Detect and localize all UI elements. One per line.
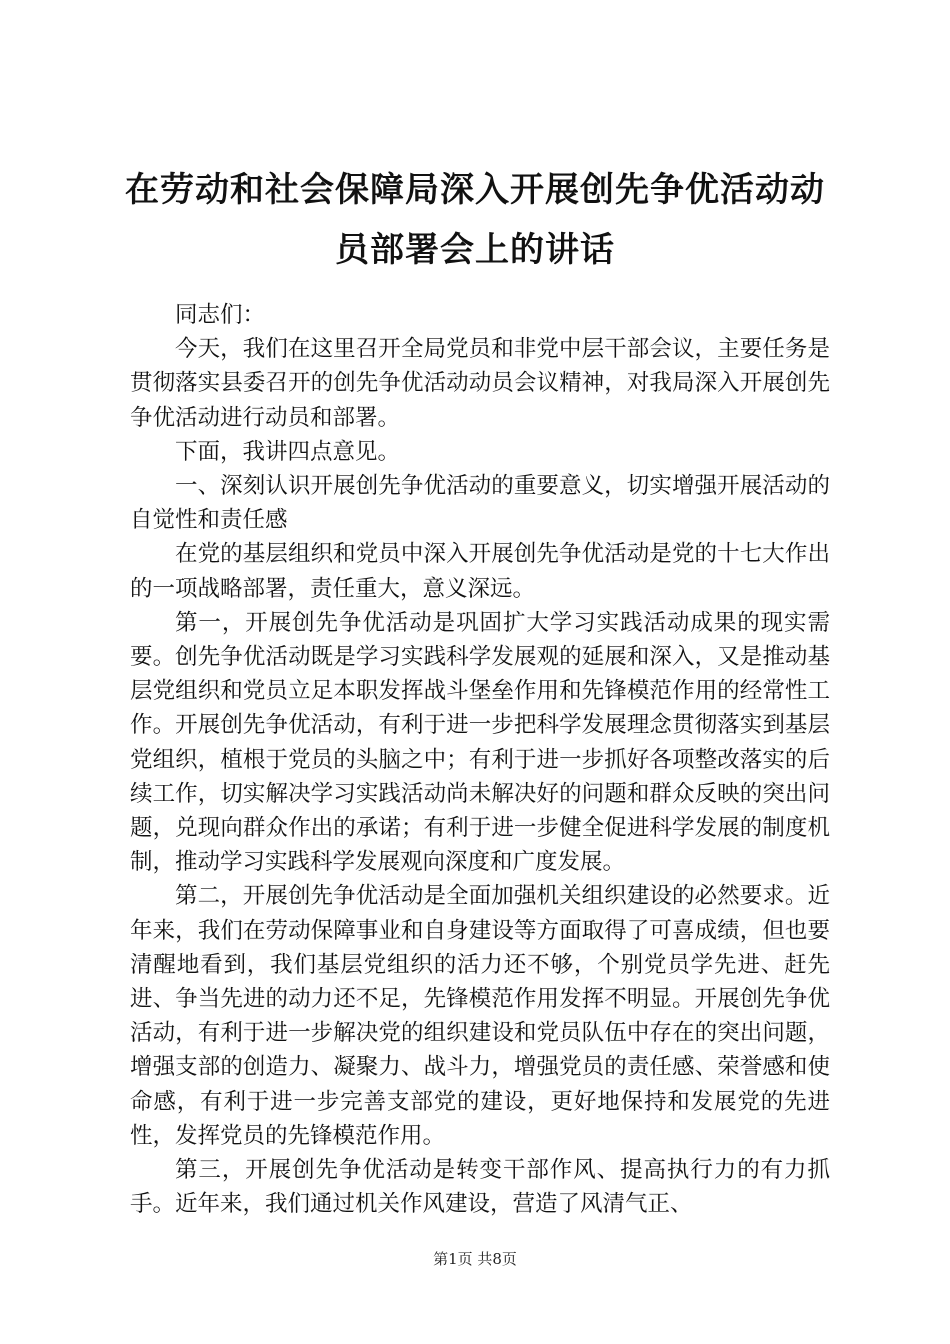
point-three-paragraph: 第三，开展创先争优活动是转变干部作风、提高执行力的有力抓手。近年来，我们通过机关作风建设，营造了风清气正、 [130, 1157, 830, 1218]
intro-paragraph: 今天，我们在这里召开全局党员和非党中层干部会议，主要任务是贯彻落实县委召开的创先争优活动动员会议精神，对我局深入开展创先争优活动进行动员和部署。 [130, 336, 830, 431]
document-body [130, 298, 830, 1221]
salutation-paragraph: 同志们： [175, 302, 266, 328]
document-title-line-1: 在劳动和社会保障局深入开展创先争优活动动 [125, 170, 825, 210]
page-number-footer: 第1页 共8页 [433, 1250, 517, 1268]
outline-paragraph: 下面，我讲四点意见。 [175, 438, 401, 465]
document-title-line-2: 员部署会上的讲话 [335, 230, 615, 270]
point-one-paragraph: 第一，开展创先争优活动是巩固扩大学习实践活动成果的现实需要。创先争优活动既是学习实践科学发展观的延展和深入，又是推动基层党组织和党员立足本职发挥战斗堡垒作用和先锋模范作用的经常性工作。开展创先争优活动，有利于进一步把科学发展理念贯彻落实到基层党组织，植根于党员的头脑之中；有利于进一步抓好各项整改落实的后续工作，切实解决学习实践活动尚未解决好的问题和群众反映的突出问题，兑现向群众作出的承诺；有利于进一步健全促进科学发展的制度机制，推动学习实践科学发展观向深度和广度发展。 [130, 609, 830, 876]
body-paragraph: 在党的基层组织和党员中深入开展创先争优活动是党的十七大作出的一项战略部署，责任重大，意义深远。 [130, 541, 830, 602]
section-heading-1: 一、深刻认识开展创先争优活动的重要意义，切实增强开展活动的自觉性和责任感 [130, 473, 830, 534]
point-two-paragraph: 第二，开展创先争优活动是全面加强机关组织建设的必然要求。近年来，我们在劳动保障事业和自身建设等方面取得了可喜成绩，但也要清醒地看到，我们基层党组织的活力还不够，个别党员学先进、赶先进、争当先进的动力还不足，先锋模范作用发挥不明显。开展创先争优活动，有利于进一步解决党的组织建设和党员队伍中存在的突出问题，增强支部的创造力、凝聚力、战斗力，增强党员的责任感、荣誉感和使命感，有利于进一步完善支部党的建设，更好地保持和发展党的先进性，发挥党员的先锋模范作用。 [130, 883, 830, 1149]
